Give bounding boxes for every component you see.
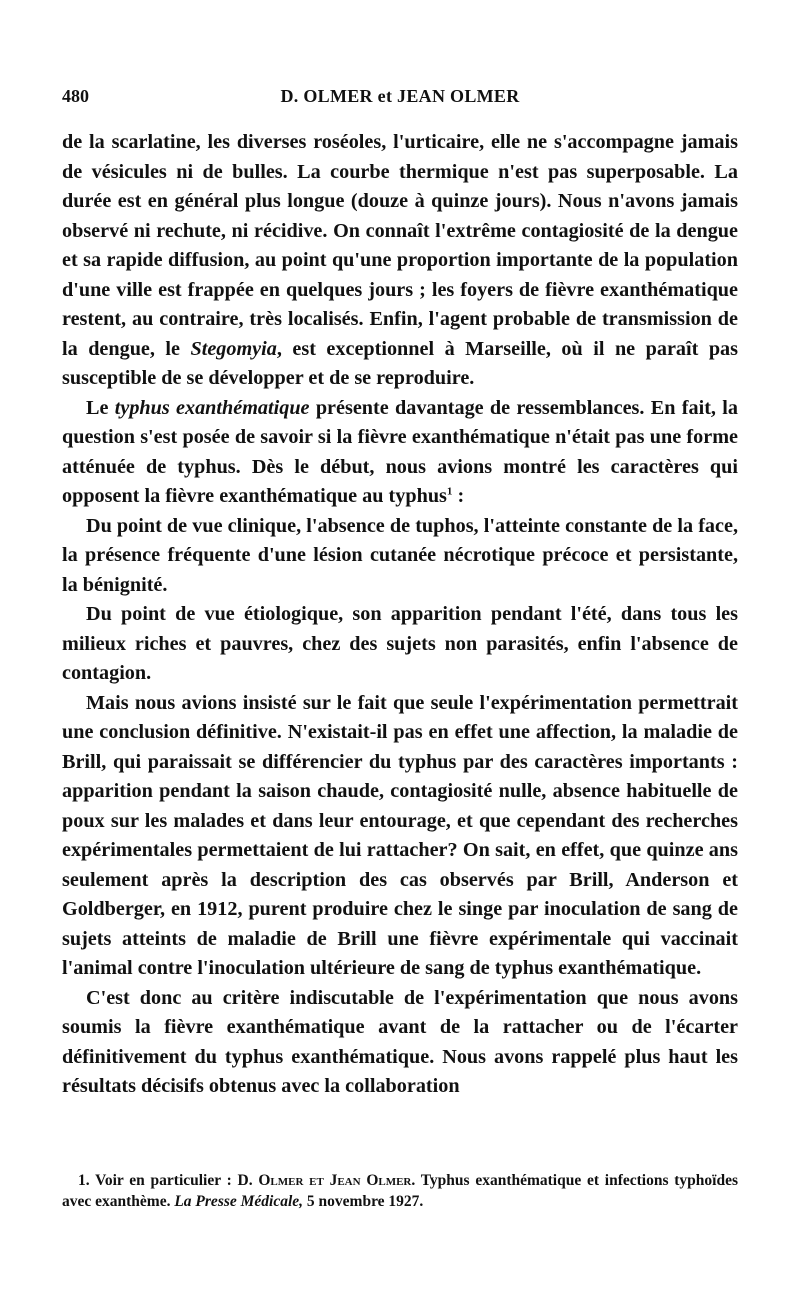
footnote-reference: 1 (446, 485, 453, 498)
page-header (62, 86, 738, 116)
paragraph-2: Le typhus exanthématique présente davantage de ressemblances. En fait, la question s'est posée de savoir si la fièvre exanthématique n'était pas une forme atténuée de typhus. Dès le début, nous avions montré les caractères qui opposent la fièvre exanthématique au typhus$^1$ : (62, 396, 738, 507)
running-head: D. OLMER et JEAN OLMER (280, 86, 520, 106)
paragraph-1: de la scarlatine, les diverses roséoles, l'urticaire, elle ne s'accompagne jamais de vésicules ni de bulles. La courbe thermique n'est pas superposable. La durée est en général plus longue (douze à quinze jours). Nous n'avons jamais observé ni rechute, ni récidive. On connaît l'extrême contagiosité de la dengue et sa rapide diffusion, au point qu'une proportion importante de la population d'une ville est frappée en quelques jours ; les foyers de fièvre exanthématique restent, au contraire, très localisés. Enfin, l'agent probable de transmission de la dengue, le Stegomyia, est exceptionnel à Marseille, où il ne paraît pas susceptible de se développer et de se reproduire. (62, 131, 738, 389)
paragraph-5: Mais nous avions insisté sur le fait que seule l'expérimentation permettrait une conclusion définitive. N'existait-il pas en effet une affection, la maladie de Brill, qui paraissait se différencier du typhus par des caractères importants : apparition pendant la saison chaude, contagiosité nulle, absence habituelle de poux sur les malades et dans leur entourage, et que cependant des recherches expérimentales permettaient de lui rattacher? On sait, en effet, que quinze ans seulement après la description des cas observés par Brill, Anderson et Goldberger, en 1912, purent produire chez le singe par inoculation de sang de sujets atteints de maladie de Brill une fièvre expérimentale qui vaccinait l'animal contre l'inoculation ultérieure de sang de typhus exanthématique. (62, 691, 738, 979)
italic-term: Stegomyia (190, 337, 277, 360)
paragraph-4: Du point de vue étiologique, son apparition pendant l'été, dans tous les milieux riches et pauvres, chez des sujets non parasités, enfin l'absence de contagion. (62, 603, 738, 684)
paragraph-3: Du point de vue clinique, l'absence de tuphos, l'atteinte constante de la face, la présence fréquente d'une lésion cutanée nécrotique précoce et persistante, la bénignité. (62, 514, 738, 596)
paragraph-6: C'est donc au critère indiscutable de l'expérimentation que nous avons soumis la fièvre exanthématique avant de la rattacher ou de l'écarter définitivement du typhus exanthématique. Nous avons rappelé plus haut les résultats décisifs obtenus avec la collaboration (62, 986, 738, 1097)
footnote: 1. Voir en particulier : D. Olmer et Jean Olmer. Typhus exanthématique et infections typhoïdes avec exanthème. La Presse Médicale, 5 novembre 1927. (62, 1172, 739, 1210)
italic-term: typhus exanthématique (114, 396, 310, 419)
page-number: 480 (62, 86, 89, 106)
body-text (62, 128, 738, 1102)
journal-title: La Presse Médicale, (174, 1193, 304, 1210)
footnote-authors: D. Olmer et Jean Olmer. (237, 1172, 416, 1189)
